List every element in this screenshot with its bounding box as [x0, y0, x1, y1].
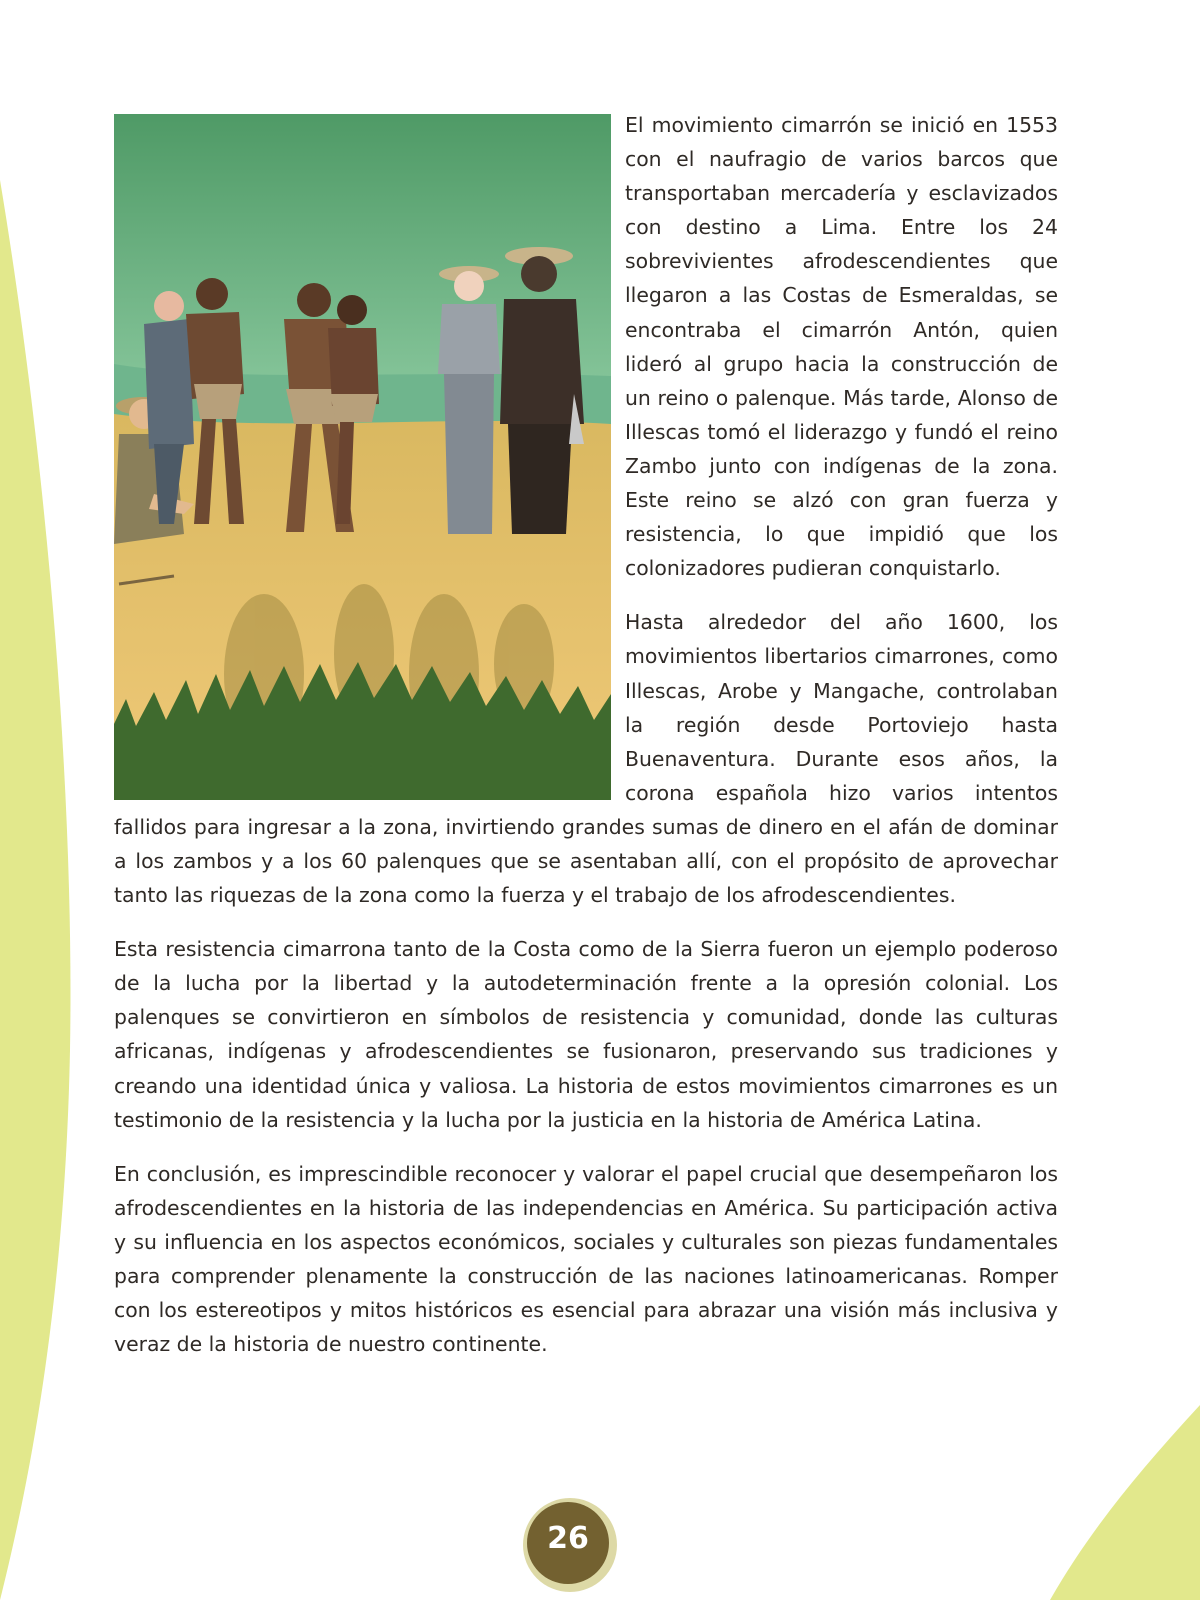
illustration — [114, 114, 611, 800]
paragraph-1: El movimiento cimarrón se inició en 1553 con el naufragio de varios barcos que transportaban mercadería y esclavizados con destino a Lima. Entre los 24 sobrevivientes afrodescendientes que llegaron a las Costas de Esmeraldas, se encontraba el cimarrón Antón, quien lideró al grupo hacia la construcción de un reino o palenque. Más tarde, Alonso de Illescas tomó el liderazgo y fundó el reino Zambo junto con indígenas de la zona. Este reino se alzó con gran fuerza y resistencia, lo que impidió que los colonizadores pudieran conquistarlo. — [625, 113, 1058, 581]
page-number: 26 — [547, 1521, 589, 1556]
figure-colonizer-1 — [438, 266, 500, 534]
article-body — [114, 108, 1058, 1381]
right-accent-shape — [1050, 1405, 1200, 1600]
paragraph-4: En conclusión, es imprescindible reconocer y valorar el papel crucial que desempeñaron los afrodescendientes en la historia de las independencias en América. Su participación activa y su influencia en los aspectos económicos, sociales y culturales son piezas fundamentales para comprender plenamente la construcción de las naciones latinoamericanas. Romper con los estereotipos y mitos históricos es esencial para abrazar una visión más inclusiva y veraz de la historia de nuestro continente. — [114, 1161, 1058, 1357]
left-accent-shape — [0, 180, 70, 1600]
cimarron-scene-image — [114, 114, 611, 800]
page-number-badge — [523, 1498, 617, 1592]
paragraph-3: Esta resistencia cimarrona tanto de la Costa como de la Sierra fueron un ejemplo poderoso de la lucha por la libertad y la autodeterminación frente a la opresión colonial. Los palenques se convirtieron en símbolos de resistencia y comunidad, donde las culturas africanas, indígenas y afrodescendientes se fusionaron, preservando sus tradiciones y creando una identidad única y valiosa. La historia de estos movimientos cimarrones es un testimonio de la resistencia y la lucha por la justicia en la historia de América Latina. — [114, 937, 1058, 1132]
paragraph-2: Hasta alrededor del año 1600, los movimientos libertarios cimarrones, como Illescas, Arobe y Mangache, controlaban la región desde Portoviejo hasta Buenaventura. Durante esos años, la corona española hizo varios intentos fallidos para ingresar a la zona, invirtiendo grandes sumas de dinero en el afán de dominar a los zambos y a los 60 palenques que se asentaban allí, con el propósito de aprovechar tanto las riquezas de la zona como la fuerza y el trabajo de los afrodescendientes. — [114, 610, 1058, 908]
